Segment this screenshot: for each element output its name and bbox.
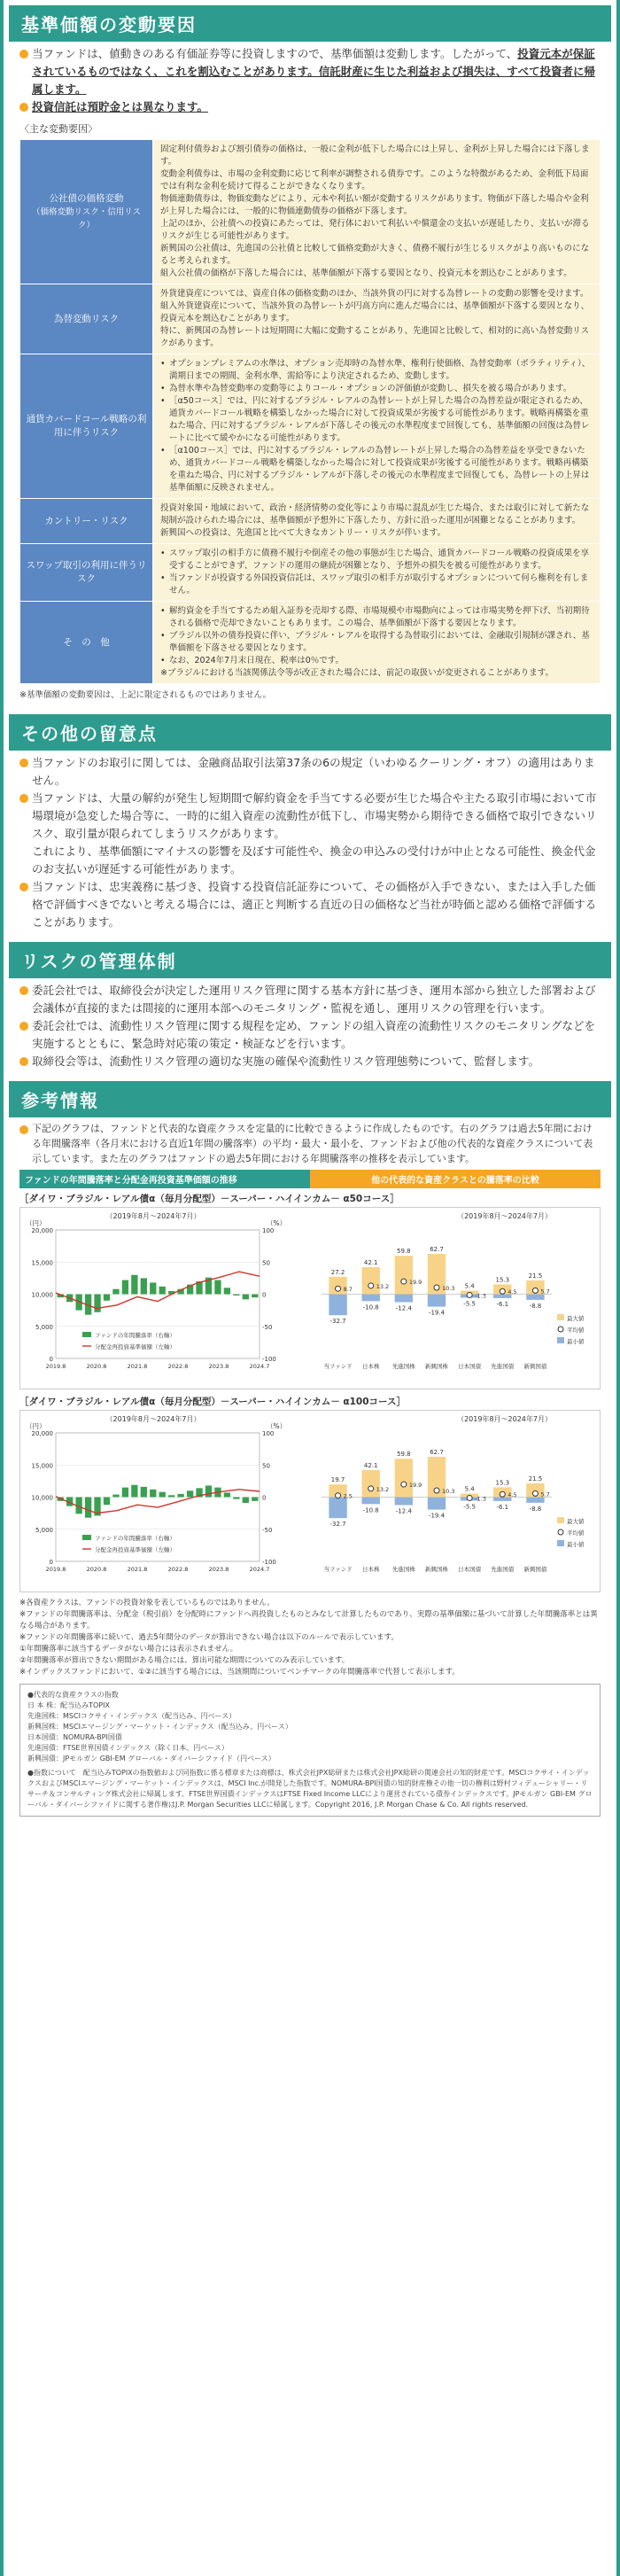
index-reference-title: ●代表的な資産クラスの指数 <box>27 1691 119 1699</box>
y-tick-left: 0 <box>49 1356 53 1363</box>
index-line: 先進国株：MSCIコクサイ・インデックス（配当込み、円ベース） <box>27 1712 236 1720</box>
category-label: 先進国債 <box>491 1566 515 1573</box>
chart-a100 <box>19 1410 601 1592</box>
max-label: 5.4 <box>464 1485 475 1493</box>
chart-header-right: 他の代表的な資産クラスとの騰落率の比較 <box>310 1170 601 1188</box>
avg-marker <box>368 1283 374 1288</box>
risk-name <box>20 354 153 499</box>
max-label: 42.1 <box>363 1461 378 1469</box>
notes-bullet-3: 当ファンドは、忠実義務に基づき、投資する投資信託証券について、その価格が入手できない、または入手した価格で評価すべきでないと考える場合には、適正と判断する直近の日の価格など当社が時価と認める価格で評価することがあります。 <box>19 878 601 931</box>
avg-label: 10.3 <box>442 1488 455 1496</box>
legend-min-swatch <box>557 1540 564 1546</box>
legend-min-label: 最小値 <box>567 1541 585 1548</box>
notes-bullet-2: 当ファンドは、大量の解約が発生し短期間で解約資金を手当てする必要が生じた場合や主たる取引市場において市場環境が急変した場合等に、一時的に組入資産の流動性が低下し、市場実勢から期待できる価格で取引できないリスク、取引量が限られてしまうリスクがあります。 <box>19 790 601 843</box>
y-tick-left: 10,000 <box>31 1494 53 1502</box>
min-label: -10.8 <box>362 1304 379 1311</box>
fund-title-a50: ［ダイワ・ブラジル・レアル債α（毎月分配型）－スーパー・ハイインカム－ α50コース］ <box>19 1194 399 1204</box>
min-label: -12.4 <box>395 1507 412 1515</box>
x-tick: 2019.8 <box>45 1363 66 1370</box>
max-label: 27.2 <box>330 1268 345 1276</box>
fund-return-bar <box>112 1289 119 1295</box>
x-tick: 2023.8 <box>208 1566 229 1573</box>
max-label: 59.8 <box>397 1248 411 1256</box>
avg-marker <box>401 1279 407 1284</box>
min-label: -8.8 <box>529 1302 542 1310</box>
x-tick: 2021.8 <box>127 1566 148 1573</box>
risk-name-line: そ の 他 <box>63 636 110 648</box>
min-bar <box>395 1498 413 1506</box>
avg-label: 19.9 <box>408 1482 422 1490</box>
avg-marker <box>500 1491 505 1497</box>
x-tick: 2022.8 <box>167 1363 189 1370</box>
index-line: 新興国債：JPモルガン GBI-EM グローバル・ダイバーシファイド（円ベース） <box>27 1755 275 1763</box>
legend-min-label: 最小値 <box>567 1338 585 1345</box>
legend-line-label: 分配金再投資基準価額（左軸） <box>95 1343 175 1350</box>
reference-note-line: ※ファンドの年間騰落率に続いて、過去5年間分のデータが算出できない場合は以下のルールで表示しています。 <box>19 1633 399 1642</box>
fund-return-bar <box>243 1295 249 1300</box>
left-axis-unit: （円） <box>26 1422 46 1430</box>
fund-return-bar <box>122 1488 128 1498</box>
index-reference-box <box>19 1684 601 1817</box>
min-bar <box>428 1295 446 1307</box>
risk-row <box>20 602 601 684</box>
legend-bar-label: ファンドの年間騰落率（右軸） <box>95 1535 175 1542</box>
fund-return-bar <box>131 1485 137 1498</box>
risk-paragraph: 新興国への投資は、先進国と比べて大きなカントリー・リスクが伴います。 <box>160 528 446 538</box>
avg-marker <box>434 1488 439 1493</box>
avg-label: 5.7 <box>540 1288 550 1296</box>
risk-name-line: スワップ取引の利用に伴うリスク <box>26 560 147 584</box>
x-tick: 2020.8 <box>86 1363 107 1370</box>
min-label: -6.1 <box>496 1300 509 1308</box>
y-tick-right: 100 <box>262 1430 275 1437</box>
fund-return-bar <box>141 1278 147 1294</box>
min-bar <box>362 1295 380 1302</box>
avg-label: -1.3 <box>475 1495 486 1503</box>
max-label: 62.7 <box>430 1449 444 1457</box>
index-reference-lines <box>27 1700 593 1764</box>
avg-marker <box>368 1486 374 1491</box>
bullet-text: 当ファンドは、値動きのある有価証券等に投資しますので、基準価額は変動します。したがって、 <box>32 47 518 60</box>
category-label: 日本株 <box>361 1363 380 1370</box>
risk-description <box>153 499 601 544</box>
y-tick-right: 0 <box>262 1291 267 1299</box>
y-tick-left: 15,000 <box>31 1462 53 1470</box>
max-label: 15.3 <box>495 1276 510 1284</box>
reference-intro: 下記のグラフは、ファンドと代表的な資産クラスを定量的に比較できるように作成したものです。右のグラフは過去5年間における年間騰落率（各月末における直近1年間の騰落率）の平均・最大・最小を、ファンドおよび他の代表的な資産クラスについて表示しています。また左のグラフはファンドの過去5年間における年間騰落率の推移を表示しています。 <box>19 1121 601 1166</box>
legend-max-swatch <box>557 1517 564 1523</box>
fund-return-bar <box>224 1288 230 1294</box>
risk-paragraph: 物価連動債券は、物価変動などにより、元本や利払い額が変動するリスクがあります。物価が下落した場合や金利が上昇した場合には、一般的に物価連動債券の価格が下落します。 <box>160 194 589 216</box>
avg-marker <box>401 1482 407 1487</box>
risk-row <box>20 544 601 602</box>
risk-row <box>20 140 601 284</box>
category-label: 新興国株 <box>425 1566 448 1573</box>
reference-note-line: ①年間騰落率に該当するデータがない場合には表示されません。 <box>19 1645 238 1654</box>
max-label: 19.7 <box>330 1476 345 1484</box>
min-label: -12.4 <box>395 1304 412 1312</box>
legend-line-label: 分配金再投資基準価額（左軸） <box>95 1546 175 1553</box>
fund-return-bar <box>131 1275 137 1295</box>
riskmgmt-bullet-1: 委託会社では、取締役会が決定した運用リスク管理に関する基本方針に基づき、運用本部から独立した部署および会議体が直接的または間接的に運用本部へのモニタリング・監視を通し、運用リスクの管理を行います。 <box>19 982 601 1017</box>
avg-label: 4.5 <box>508 1491 517 1499</box>
fund-return-bar <box>150 1282 156 1294</box>
risk-dot-item: • ［α100コース］では、円に対するブラジル・レアルの為替レートが上昇した場合の為替差益を享受できないため、通貨カバードコール戦略を構築しなかった場合に対して投資成果が劣後する可能性があります。戦略再構築を重ねた場合、円に対するブラジル・レアルが下落しその後元の水準程度まで回復しても、為替レートの上昇は基準価額に反映されません。 <box>160 445 593 494</box>
risk-dot-item: • 解約資金を手当てするため組入証券を売却する際、市場規模や市場動向によっては市場実勢を押下げ、当初期待される価格で売却できないこともあります。この場合、基準価額が下落する要因となります。 <box>160 605 593 630</box>
avg-marker <box>467 1495 472 1500</box>
avg-label: 19.9 <box>408 1279 422 1287</box>
section-title-risk-management: リスクの管理体制 <box>9 942 611 978</box>
period-label-right: （2019年8月～2024年7月） <box>457 1415 552 1423</box>
min-bar <box>526 1295 544 1300</box>
min-bar <box>329 1498 346 1519</box>
risk-dot-item: • なお、2024年7月末日現在、税率は0％です。 <box>160 655 593 667</box>
chart-svg-a50 <box>20 1208 600 1385</box>
min-bar <box>362 1498 380 1505</box>
x-tick: 2020.8 <box>86 1566 107 1573</box>
fluctuation-bullet-1 <box>19 45 601 98</box>
right-axis-unit: （%） <box>267 1422 287 1430</box>
legend-swatch-bar <box>82 1535 91 1540</box>
risk-name-line: カントリー・リスク <box>44 515 128 526</box>
risk-paragraph: 組入公社債の価格が下落した場合には、基準価額が下落する要因となり、投資元本を割込むことがあります。 <box>160 268 572 278</box>
x-tick: 2024.7 <box>249 1566 270 1573</box>
legend-max-label: 最大値 <box>567 1315 585 1322</box>
y-tick-right: 50 <box>262 1259 270 1267</box>
reference-note-line: ※各資産クラスは、ファンドの投資対象を表しているものではありません。 <box>19 1599 275 1607</box>
legend-avg-label: 平均値 <box>567 1327 585 1334</box>
x-tick: 2024.7 <box>249 1363 270 1370</box>
index-line: 先進国債：FTSE世界国債インデックス（除く日本、円ベース） <box>27 1744 229 1752</box>
avg-label: 10.3 <box>442 1285 455 1293</box>
min-label: -6.1 <box>496 1503 509 1511</box>
right-axis-unit: （%） <box>267 1219 287 1227</box>
risk-paragraph: 新興国の公社債は、先進国の公社債と比較して価格変動が大きく、債務不履行が生じるリスクがより高いものになると考えられます。 <box>160 244 590 266</box>
y-tick-left: 20,000 <box>31 1227 53 1234</box>
y-tick-right: 50 <box>262 1462 270 1470</box>
reference-note-line: ※ファンドの年間騰落率は、分配金（税引前）を分配時にファンドへ再投資したものとみなして計算したものであり、実際の基準価額に基づいて計算した年間騰落率とは異なる場合があります。 <box>19 1610 598 1630</box>
left-axis-unit: （円） <box>26 1219 46 1227</box>
avg-marker <box>434 1285 439 1290</box>
y-tick-left: 5,000 <box>35 1526 53 1534</box>
risk-name-line: 公社債の価格変動 <box>49 192 124 204</box>
risk-description <box>153 354 601 499</box>
fund-title-a100: ［ダイワ・ブラジル・レアル債α（毎月分配型）－スーパー・ハイインカム－ α100コース］ <box>19 1397 407 1407</box>
category-label: 当ファンド <box>323 1363 353 1370</box>
x-tick: 2023.8 <box>208 1363 229 1370</box>
fund-return-bar <box>243 1498 249 1504</box>
section-title-notes: その他の留意点 <box>9 714 611 751</box>
risk-name-line: 為替変動リスク <box>53 313 120 324</box>
category-label: 新興国債 <box>523 1566 547 1573</box>
min-label: -8.8 <box>529 1505 542 1513</box>
reference-note-line: ②年間騰落率が算出できない期間がある場合には、算出可能な期間についてのみ表示しています。 <box>19 1656 350 1665</box>
avg-marker <box>336 1286 341 1291</box>
fund-return-bar <box>94 1295 100 1312</box>
avg-label: 2.5 <box>343 1492 353 1500</box>
y-tick-right: -100 <box>262 1356 276 1363</box>
index-line: 日本国債：NOMURA-BPI国債 <box>27 1733 122 1741</box>
risk-dot-item: • ［α50コース］では、円に対するブラジル・レアルの為替レートが上昇した場合の為替差益が限定されるため、通貨カバードコール戦略を構築しなかった場合に対して投資成果が劣後する可能性があります。戦略再構築を重ねた場合、円に対するブラジル・レアルが下落しその後元の水準程度まで回復しても、基準価額の回復は為替レートに比べて緩やかになる可能性があります。 <box>160 395 593 445</box>
notes-bullet-2b: これにより、基準価額にマイナスの影響を及ぼす可能性や、換金の申込みの受付けが中止となる可能性、換金代金のお支払いが遅延する可能性があります。 <box>32 844 596 876</box>
avg-label: 4.5 <box>508 1288 517 1296</box>
reference-note-line: ※インデックスファンドにおいて、①②に該当する場合には、当該期間についてベンチマークの年間騰落率で代替して表示します。 <box>19 1668 460 1677</box>
risk-dot-item: • 為替水準や為替変動率の変動等によりコール・オプションの評価値が変動し、損失を被る場合があります。 <box>160 383 593 395</box>
fund-return-bar <box>233 1295 239 1296</box>
risk-dot-item: • スワップ取引の相手方に債務不履行や倒産その他の事態が生じた場合、通貨カバードコール戦略の投資成果を享受することができず、ファンドの運用の継続が困難となり、予想外の損失を被る可能性があります。 <box>160 548 593 572</box>
category-label: 当ファンド <box>323 1566 353 1573</box>
y-tick-left: 0 <box>49 1559 53 1566</box>
index-line: 日 本 株：配当込みTOPIX <box>27 1701 110 1709</box>
avg-marker <box>500 1288 505 1294</box>
y-tick-left: 10,000 <box>31 1291 53 1299</box>
y-tick-left: 15,000 <box>31 1259 53 1267</box>
fund-return-bar <box>122 1280 128 1295</box>
risk-name <box>20 284 153 354</box>
avg-label: -1.3 <box>475 1292 486 1300</box>
max-label: 21.5 <box>528 1475 543 1483</box>
avg-label: 13.2 <box>376 1485 390 1493</box>
period-label: （2019年8月～2024年7月） <box>105 1212 201 1220</box>
risk-extra-note: ※ブラジルにおける当該関係法令等が改正された場合には、前記の取扱いが変更されることがあります。 <box>160 668 554 678</box>
legend-avg-swatch <box>558 1327 563 1332</box>
risk-description <box>153 602 601 684</box>
avg-marker <box>467 1292 472 1297</box>
max-label: 5.4 <box>464 1282 475 1290</box>
avg-marker <box>532 1490 538 1496</box>
riskmgmt-bullet-3: 取締役会等は、流動性リスク管理の適切な実施の確保や流動性リスク管理態勢について、監督します。 <box>19 1053 601 1070</box>
fund-return-bar <box>159 1287 166 1295</box>
avg-marker <box>336 1493 341 1498</box>
min-label: -5.5 <box>463 1503 476 1511</box>
min-label: -19.4 <box>428 1512 446 1520</box>
avg-label: 8.7 <box>343 1286 353 1294</box>
min-label: -32.7 <box>329 1318 346 1326</box>
risk-paragraph: 外貨建資産については、資産自体の価格変動のほか、当該外貨の円に対する為替レートの変動の影響を受けます。組入外貨建資産について、当該外貨の為替レートが円高方向に進んだ場合には、基準価額が下落する要因となり、投資元本を割込むことがあります。 <box>160 289 590 323</box>
risk-table <box>19 139 601 684</box>
legend-avg-label: 平均値 <box>567 1529 585 1537</box>
max-bar <box>395 1459 413 1497</box>
y-tick-right: -50 <box>262 1526 273 1534</box>
fund-return-bar <box>177 1494 183 1498</box>
risk-description <box>153 544 601 602</box>
risk-dot-item: • オプションプレミアムの水準は、オプション売却時の為替水準、権利行使価格、為替変動率（ボラティリティ）、満期日までの期間、金利水準、需給等により決定されるため、変動します。 <box>160 358 593 383</box>
risk-name <box>20 140 153 284</box>
fund-return-bar <box>150 1490 156 1498</box>
min-bar <box>526 1498 544 1503</box>
y-tick-right: -100 <box>262 1559 276 1566</box>
max-label: 15.3 <box>495 1479 510 1487</box>
chart-header-left: ファンドの年間騰落率と分配金再投資基準価額の推移 <box>19 1170 310 1188</box>
category-label: 日本国債 <box>458 1566 482 1573</box>
avg-marker <box>532 1288 538 1293</box>
chart-svg-a100 <box>20 1411 600 1588</box>
risk-paragraph: 変動金利債券は、市場の金利変動に応じて利率が調整される債券です。このような特徴があるため、金利低下局面では有利な金利を続けて得ることができなくなります。 <box>160 169 589 191</box>
legend-max-swatch <box>557 1314 564 1320</box>
max-label: 21.5 <box>528 1272 543 1280</box>
riskmgmt-bullet-2: 委託会社では、流動性リスク管理に関する規程を定め、ファンドの組入資産の流動性リスクのモニタリングなどを実施するとともに、緊急時対応策の策定・検証などを行います。 <box>19 1017 601 1053</box>
risk-paragraph: 特に、新興国の為替レートは短期間に大幅に変動することがあり、先進国と比較して、相対的に高い為替変動リスクがあります。 <box>160 326 590 348</box>
risk-name <box>20 602 153 684</box>
fund-return-bar <box>112 1495 119 1498</box>
category-label: 新興国債 <box>523 1363 547 1370</box>
sub-heading: 〈主な変動要因〉 <box>19 123 97 135</box>
x-tick: 2019.8 <box>45 1566 66 1573</box>
fund-return-bar <box>252 1498 258 1501</box>
y-tick-left: 20,000 <box>31 1430 53 1437</box>
max-bar <box>395 1256 413 1294</box>
risk-description <box>153 284 601 354</box>
section-title-fluctuation: 基準価額の変動要因 <box>9 5 611 42</box>
max-label: 62.7 <box>430 1246 444 1254</box>
legend-swatch-bar <box>82 1332 91 1337</box>
risk-row <box>20 354 601 499</box>
fund-return-bar <box>141 1487 147 1498</box>
risk-row <box>20 499 601 544</box>
bullet-underline-text: 投資信託は預貯金とは異なります。 <box>32 100 209 113</box>
risk-footnote: ※基準価額の変動要因は、上記に限定されるものではありません。 <box>19 690 272 700</box>
legend-bar-label: ファンドの年間騰落率（右軸） <box>95 1332 175 1339</box>
fund-return-bar <box>187 1490 193 1497</box>
fund-return-bar <box>168 1495 174 1497</box>
max-label: 59.8 <box>397 1451 411 1459</box>
avg-label: 13.2 <box>376 1282 390 1290</box>
period-label: （2019年8月～2024年7月） <box>105 1415 201 1423</box>
min-bar <box>428 1498 446 1510</box>
fund-return-bar <box>233 1498 239 1499</box>
min-label: -32.7 <box>329 1521 346 1529</box>
legend-min-swatch <box>557 1337 564 1343</box>
fund-return-bar <box>104 1498 110 1506</box>
min-label: -19.4 <box>428 1309 446 1317</box>
legend-avg-swatch <box>558 1529 563 1535</box>
category-label: 日本国債 <box>458 1363 482 1370</box>
x-tick: 2022.8 <box>167 1566 189 1573</box>
risk-name <box>20 499 153 544</box>
index-line: 新興国株：MSCIエマージング・マーケット・インデックス（配当込み、円ベース） <box>27 1723 292 1731</box>
fund-return-bar <box>224 1492 230 1497</box>
risk-paragraph: 固定利付債券および割引債券の価格は、一般に金利が低下した場合には上昇し、金利が上昇した場合には下落します。 <box>160 144 590 167</box>
risk-paragraph: 投資対象国・地域において、政治・経済情勢の変化等により市場に混乱が生じた場合、または取引に対して新たな規制が設けられた場合には、基準価額が予想外に下落したり、方針に沿った運用が困難となることがあります。 <box>160 503 590 525</box>
risk-row <box>20 284 601 354</box>
max-label: 42.1 <box>363 1258 378 1266</box>
category-label: 先進国株 <box>391 1566 415 1573</box>
category-label: 先進国株 <box>391 1363 415 1370</box>
fluctuation-bullet-2 <box>19 98 601 116</box>
period-label-right: （2019年8月～2024年7月） <box>457 1212 552 1220</box>
fund-return-bar <box>205 1485 212 1497</box>
notes-bullet-1: 当ファンドのお取引に関しては、金融商品取引法第37条の6の規定（いわゆるクーリング・オフ）の適用はありません。 <box>19 754 601 790</box>
risk-dot-item: • 当ファンドが投資する外国投資信託は、スワップ取引の相手方が取引するオプションについて何ら権利を有しません。 <box>160 572 593 597</box>
min-label: -10.8 <box>362 1506 379 1514</box>
risk-name-line: 通貨カバードコール戦略の利用に伴うリスク <box>26 414 147 438</box>
risk-paragraph: 上記のほか、公社債への投資にあたっては、発行体において利払いや償還金の支払いが遅延したり、支払いが滞るリスクが生じる可能性があります。 <box>160 219 590 241</box>
avg-label: 5.7 <box>540 1490 550 1498</box>
fund-return-bar <box>214 1280 221 1295</box>
y-tick-right: 0 <box>262 1494 267 1502</box>
risk-name-line: （価格変動リスク・信用リスク） <box>31 206 142 230</box>
fund-return-bar <box>104 1295 110 1301</box>
category-label: 日本株 <box>361 1566 380 1573</box>
fund-return-bar <box>252 1295 258 1298</box>
category-label: 先進国債 <box>491 1363 515 1370</box>
index-reference-note: ●指数について 配当込みTOPIXの指数値および同指数に係る標章または商標は、株式会社JPX総研または株式会社JPX総研の関連会社の知的財産です。MSCIコクサイ・インデックスおよびMSCIエマージング・マーケット・インデックスは、MSCI Inc.が開発した指数です。NOMURA-BPI国債の知的財産権その他一切の権利は野村フィデューシャリー・リサーチ＆コンサルティング株式会社に帰属します。FTSE世界国債インデックスはFTSE Fixed Income LLCにより運営されている債券インデックスです。JPモルガン GBI-EM グローバル・ダイバーシファイドに関する著作権はJ.P. Morgan Securities LLCに帰属します。Copyright 2016, J.P. Morgan Chase & Co. All rights reserved. <box>27 1769 593 1809</box>
y-tick-right: -50 <box>262 1323 273 1331</box>
legend-max-label: 最大値 <box>567 1518 585 1525</box>
risk-description <box>153 140 601 284</box>
y-tick-right: 100 <box>262 1227 275 1234</box>
min-bar <box>395 1295 413 1303</box>
chart-a50 <box>19 1207 601 1389</box>
chart-header-bar <box>19 1170 601 1188</box>
fund-return-bar <box>85 1498 91 1518</box>
reference-notes <box>19 1598 601 1678</box>
risk-name <box>20 544 153 602</box>
bullet-underline-text: 投資元本が保証されているものではなく、これを割込むことがあります。信託財産に生じた利益および損失は、すべて投資者に帰属します。 <box>32 47 596 96</box>
min-bar <box>329 1295 346 1316</box>
y-tick-left: 5,000 <box>35 1323 53 1331</box>
x-tick: 2021.8 <box>127 1363 148 1370</box>
min-label: -5.5 <box>463 1300 476 1308</box>
risk-dot-item: • ブラジル以外の債券投資に伴い、ブラジル・レアルを取得する為替取引においては、金融取引規制が課され、基準価額を下落させる要因となります。 <box>160 630 593 655</box>
section-title-reference: 参考情報 <box>9 1081 611 1117</box>
fund-return-bar <box>159 1492 166 1498</box>
category-label: 新興国株 <box>425 1363 448 1370</box>
